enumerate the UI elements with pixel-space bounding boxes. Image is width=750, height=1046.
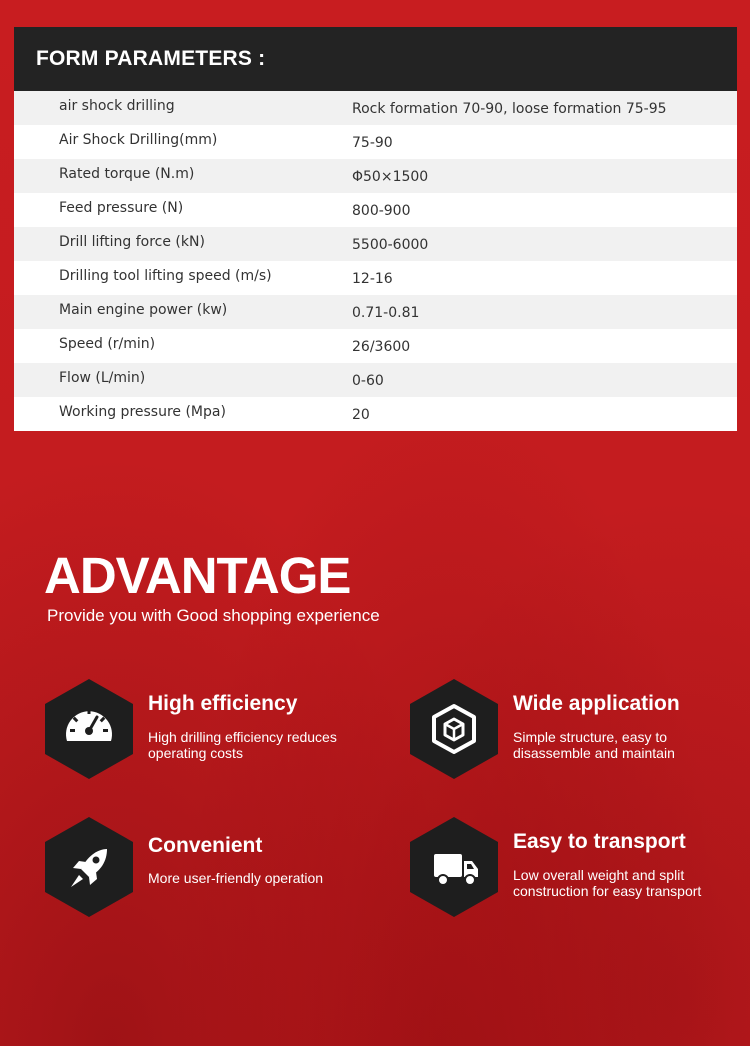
param-value: 0.71-0.81: [352, 305, 420, 321]
table-row: [14, 125, 737, 159]
feature-convenient: [45, 817, 375, 917]
feature-hexagon: [410, 817, 498, 917]
parameters-list: [14, 91, 737, 431]
param-name: Flow (L/min): [59, 370, 146, 386]
param-value: 5500-6000: [352, 237, 429, 253]
feature-wide-application: [410, 679, 740, 779]
param-name: Feed pressure (N): [59, 200, 184, 216]
form-parameters-table: [14, 27, 737, 431]
form-parameters-title: FORM PARAMETERS :: [36, 47, 266, 70]
table-row: [14, 295, 737, 329]
table-row: [14, 363, 737, 397]
feature-hexagon: [45, 679, 133, 779]
feature-high-efficiency: [45, 679, 375, 779]
param-value: 0-60: [352, 373, 384, 389]
feature-description: Simple structure, easy to disassemble and maintain: [513, 729, 675, 761]
table-row: [14, 397, 737, 431]
table-row: [14, 329, 737, 363]
param-name: Drilling tool lifting speed (m/s): [59, 268, 272, 284]
feature-title: Convenient: [148, 834, 263, 857]
param-name: Speed (r/min): [59, 336, 156, 352]
param-name: Air Shock Drilling(mm): [59, 132, 218, 148]
param-name: Drill lifting force (kN): [59, 234, 205, 250]
table-row: [14, 159, 737, 193]
form-parameters-header: [14, 27, 737, 91]
feature-easy-to-transport: [410, 817, 740, 917]
param-value: 12-16: [352, 271, 393, 287]
param-value: 75-90: [352, 135, 393, 151]
param-name: air shock drilling: [59, 98, 175, 114]
feature-title: Wide application: [513, 692, 680, 715]
feature-description: High drilling efficiency reduces operating costs: [148, 729, 337, 761]
param-value: 800-900: [352, 203, 411, 219]
advantage-heading: ADVANTAGE: [44, 547, 351, 604]
table-row: [14, 261, 737, 295]
param-value: Φ50×1500: [352, 169, 429, 185]
advantage-subtitle: Provide you with Good shopping experience: [47, 606, 380, 625]
param-value: Rock formation 70-90, loose formation 75-95: [352, 101, 667, 117]
feature-title: High efficiency: [148, 692, 298, 715]
feature-title: Easy to transport: [513, 830, 686, 853]
feature-description: More user-friendly operation: [148, 870, 324, 886]
param-name: Rated torque (N.m): [59, 166, 195, 182]
param-value: 20: [352, 407, 370, 423]
feature-description: Low overall weight and split construction for easy transport: [513, 867, 702, 899]
feature-hexagon: [45, 817, 133, 917]
table-row: [14, 227, 737, 261]
table-row: [14, 193, 737, 227]
param-name: Working pressure (Mpa): [59, 404, 226, 420]
param-name: Main engine power (kw): [59, 302, 228, 318]
param-value: 26/3600: [352, 339, 411, 355]
feature-hexagon: [410, 679, 498, 779]
table-row: [14, 91, 737, 125]
